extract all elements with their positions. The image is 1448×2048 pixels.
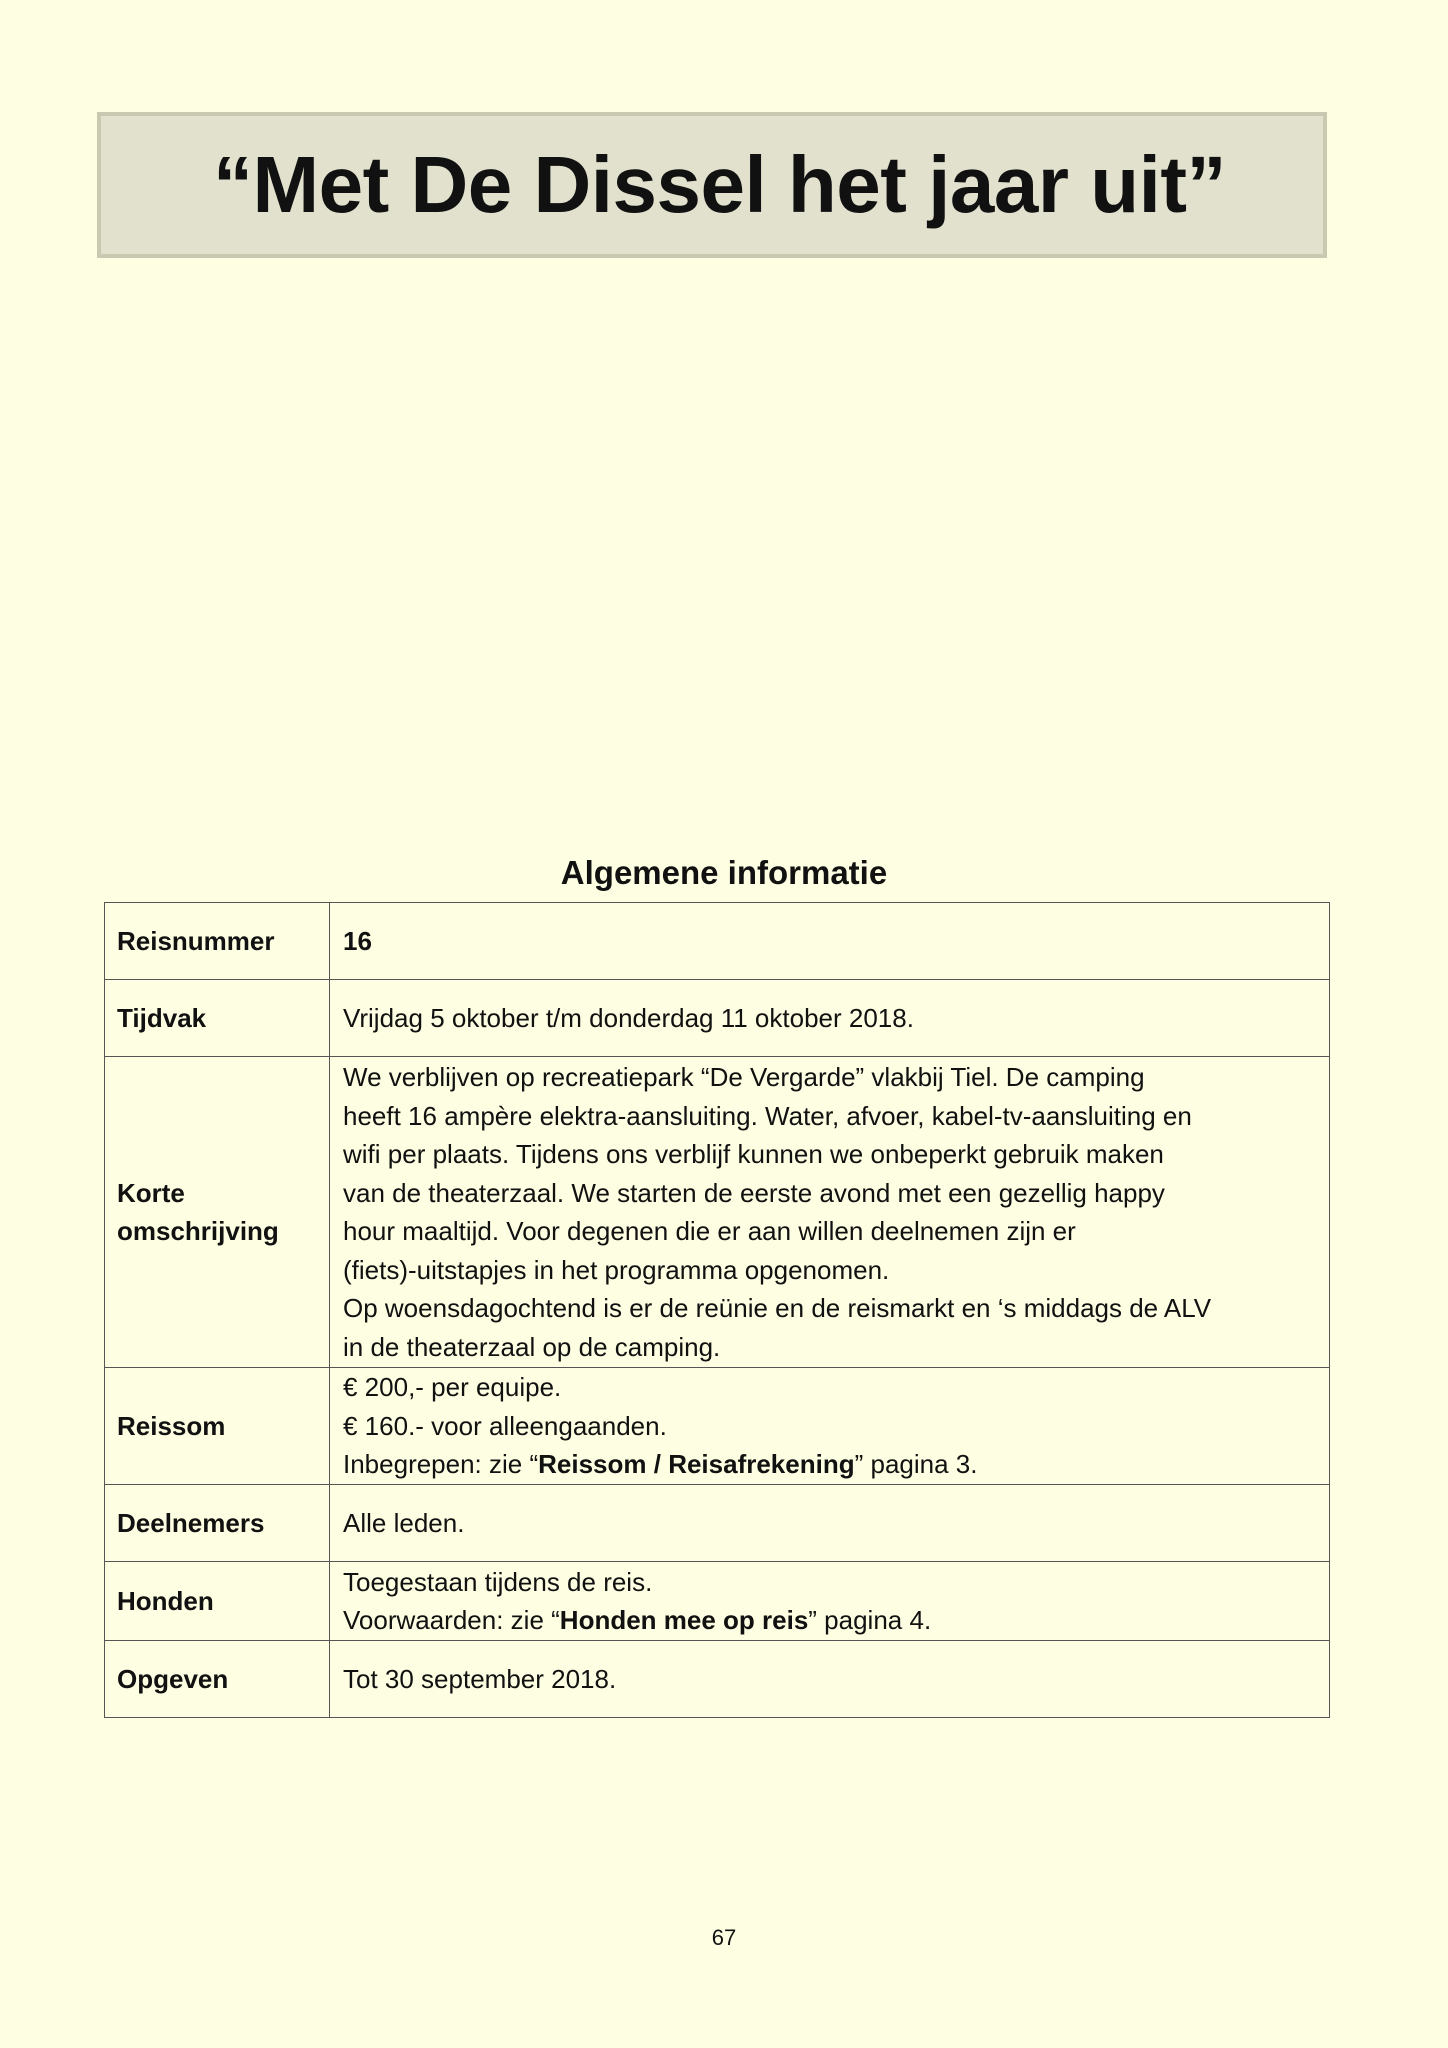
row-value-honden bbox=[330, 1562, 1330, 1641]
row-label-korte-omschrijving bbox=[105, 1057, 330, 1368]
reissom-ref-title: Reissom / Reisafrekening bbox=[538, 1449, 855, 1480]
row-label-reisnummer: Reisnummer bbox=[105, 903, 330, 980]
table-row-honden bbox=[105, 1562, 1330, 1641]
description-line: wifi per plaats. Tijdens ons verblijf kunnen we onbeperkt gebruik maken bbox=[343, 1139, 1164, 1169]
row-value-korte-omschrijving bbox=[330, 1057, 1330, 1368]
row-value-reisnummer: 16 bbox=[330, 903, 1330, 980]
reissom-ref-suffix: ” pagina 3. bbox=[854, 1449, 978, 1480]
table-row-reissom bbox=[105, 1368, 1330, 1485]
document-title: “Met De Dissel het jaar uit” bbox=[213, 140, 1226, 229]
row-value-opgeven: Tot 30 september 2018. bbox=[330, 1641, 1330, 1718]
row-value-tijdvak: Vrijdag 5 oktober t/m donderdag 11 oktober 2018. bbox=[330, 980, 1330, 1057]
description-line: Op woensdagochtend is er de reünie en de reismarkt en ‘s middags de ALV bbox=[343, 1293, 1212, 1323]
section-heading: Algemene informatie bbox=[560, 854, 888, 891]
page-number: 67 bbox=[711, 1925, 737, 1950]
table-row-tijdvak bbox=[105, 980, 1330, 1057]
description-line: in de theaterzaal op de camping. bbox=[343, 1331, 721, 1362]
reissom-line: € 160.- voor alleengaanden. bbox=[343, 1410, 667, 1441]
description-line: hour maaltijd. Voor degenen die er aan willen deelnemen zijn er bbox=[343, 1216, 1076, 1246]
honden-line: Toegestaan tijdens de reis. bbox=[343, 1566, 653, 1597]
title-banner bbox=[97, 112, 1327, 258]
row-value-deelnemers: Alle leden. bbox=[330, 1485, 1330, 1562]
table-row-reisnummer bbox=[105, 903, 1330, 980]
info-table bbox=[104, 902, 1330, 1718]
reissom-line bbox=[343, 1445, 1317, 1484]
honden-ref-title: Honden mee op reis bbox=[559, 1605, 809, 1635]
label-line: Korte bbox=[117, 1177, 185, 1208]
reissom-ref-prefix: Inbegrepen: zie “ bbox=[343, 1449, 539, 1480]
row-label-reissom: Reissom bbox=[105, 1368, 330, 1485]
table-row-opgeven bbox=[105, 1641, 1330, 1718]
description-line: van de theaterzaal. We starten de eerste avond met een gezellig happy bbox=[343, 1177, 1165, 1208]
table-row-deelnemers bbox=[105, 1485, 1330, 1562]
honden-ref-suffix: ” pagina 4. bbox=[808, 1605, 932, 1635]
description-line: (fiets)-uitstapjes in het programma opgenomen. bbox=[343, 1254, 890, 1285]
honden-line bbox=[343, 1601, 1317, 1640]
row-label-deelnemers: Deelnemers bbox=[105, 1485, 330, 1562]
table-row-korte-omschrijving bbox=[105, 1057, 1330, 1368]
row-value-reissom bbox=[330, 1368, 1330, 1485]
reissom-line: € 200,- per equipe. bbox=[343, 1372, 562, 1403]
description-line: We verblijven op recreatiepark “De Vergarde” vlakbij Tiel. De camping bbox=[343, 1062, 1145, 1092]
row-label-tijdvak: Tijdvak bbox=[105, 980, 330, 1057]
honden-ref-prefix: Voorwaarden: zie “ bbox=[343, 1605, 560, 1635]
label-line: omschrijving bbox=[117, 1216, 279, 1246]
row-label-honden: Honden bbox=[105, 1562, 330, 1641]
description-line: heeft 16 ampère elektra-aansluiting. Water, afvoer, kabel-tv-aansluiting en bbox=[343, 1100, 1192, 1131]
row-label-opgeven: Opgeven bbox=[105, 1641, 330, 1718]
